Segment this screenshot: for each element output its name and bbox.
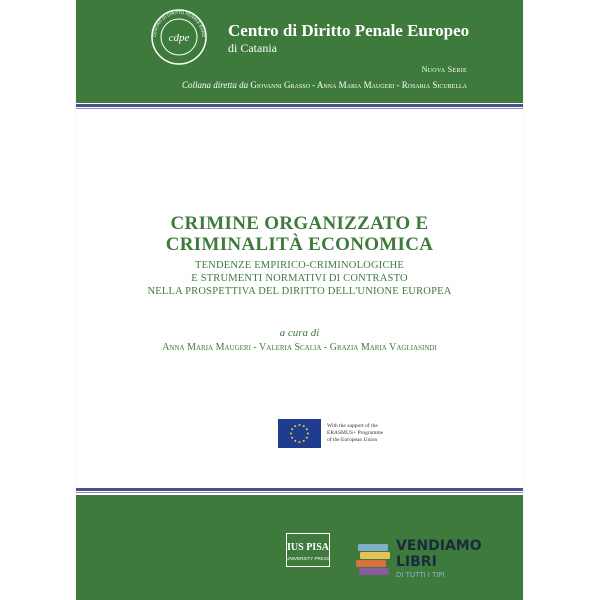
- watermark-tag: DI TUTTI I TIPI: [396, 571, 445, 579]
- watermark-vendiamo-libri: [356, 528, 496, 588]
- center-subtitle: di Catania: [228, 41, 277, 55]
- book-cover: [76, 0, 523, 600]
- book-title-line2: CRIMINALITÀ ECONOMICA: [165, 234, 434, 255]
- eu-line2: ERASMUS+ Programme: [327, 430, 384, 436]
- center-title: Centro di Diritto Penale Europeo: [228, 21, 470, 40]
- book-subtitle-line3: NELLA PROSPETTIVA DEL DIRITTO DELL'UNIONE EUROPEA: [147, 286, 452, 297]
- ius-pisa-logo: [286, 533, 330, 567]
- cdpe-logo: [150, 8, 208, 66]
- curated-by: a cura di: [279, 327, 320, 339]
- top-rule: [76, 104, 523, 107]
- eu-flag-icon: [278, 419, 321, 448]
- series-label: Nuova Serie: [421, 65, 467, 74]
- collana-lead: Collana diretta da: [182, 80, 249, 90]
- eu-line3: of the European Union: [327, 437, 378, 443]
- logo-ring-text: CENTRO DI DIRITTO PENALE EURO: [151, 9, 207, 38]
- curators: Anna Maria Maugeri - Valeria Scalia - Grazia Maria Vagliasindi: [162, 342, 437, 353]
- ius-pisa-name: IUS PISA: [287, 542, 329, 553]
- footer-band: [76, 495, 523, 600]
- bottom-rule-thin: [76, 492, 523, 493]
- book-title: [76, 213, 523, 255]
- book-subtitle-line1: TENDENZE EMPIRICO-CRIMINOLOGICHE: [194, 260, 405, 271]
- watermark-line2: LIBRI: [396, 554, 437, 570]
- logo-monogram: cdpe: [168, 32, 190, 44]
- stacked-books-icon: [356, 542, 392, 582]
- book-subtitle: [76, 259, 523, 298]
- top-rule-thin: [76, 108, 523, 109]
- eu-support-text: [327, 423, 407, 444]
- header-band: [76, 0, 523, 103]
- eu-line1: With the support of the: [327, 423, 378, 429]
- bottom-rule: [76, 488, 523, 491]
- collana-line: [182, 80, 467, 90]
- watermark-line1: VENDIAMO: [396, 538, 482, 554]
- book-subtitle-line2: E STRUMENTI NORMATIVI DI CONTRASTO: [191, 273, 408, 284]
- collana-editors: Giovanni Grasso - Anna Maria Maugeri - Rosaria Sicurella: [250, 80, 467, 90]
- book-title-line1: CRIMINE ORGANIZZATO E: [170, 213, 429, 234]
- ius-pisa-press: UNIVERSITY PRESS: [286, 556, 330, 561]
